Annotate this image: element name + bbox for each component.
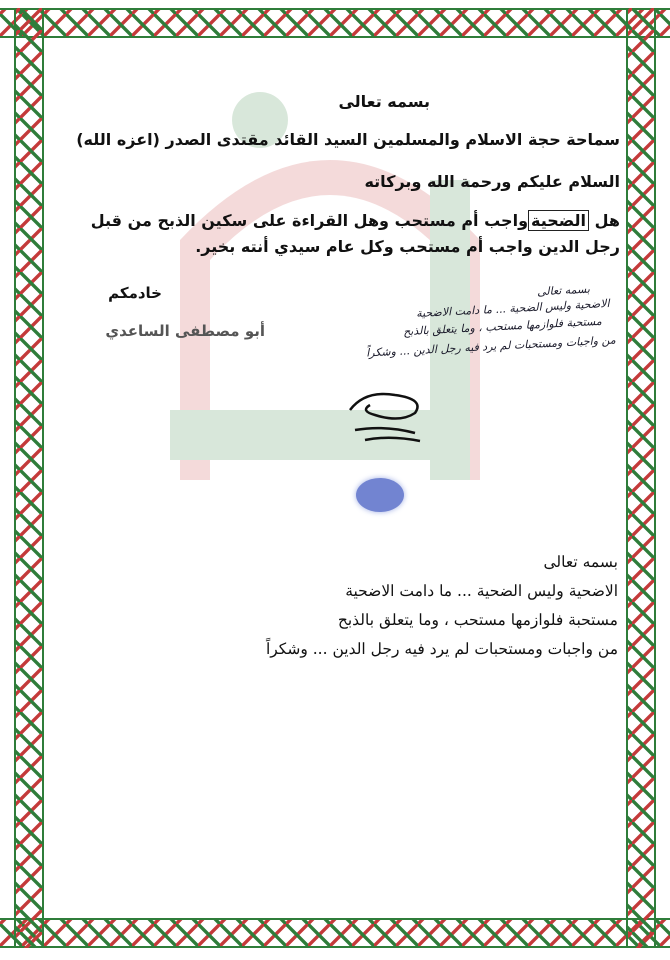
decorative-border-bottom [0, 918, 670, 948]
question-boxed-word: الضحية [528, 210, 589, 231]
decorative-border-top [0, 8, 670, 38]
decorative-border-left [14, 8, 44, 948]
handwritten-line: بسمه تعالى [536, 282, 591, 299]
letter-sender: أبو مصطفى الساعدي [105, 322, 265, 340]
typed-reply-line: مستحبة فلوازمها مستحب ، وما يتعلق بالذبح [337, 611, 618, 629]
question-prefix: هل [594, 211, 620, 230]
signature [345, 385, 435, 445]
letter-greeting: السلام عليكم ورحمة الله وبركاته [364, 172, 620, 191]
letter-question [60, 208, 620, 260]
letter-heading: بسمه تعالى [338, 92, 430, 111]
letter-signoff: خادمكم [108, 284, 162, 302]
handwritten-line: من واجبات ومستحبات لم يرد فيه رجل الدين ... وشكراً [365, 333, 617, 360]
handwritten-reply [300, 284, 620, 374]
question-rest: واجب أم مستحب وهل القراءة على سكين الذبح من قبل رجل الدين واجب أم مستحب وكل عام سيدي أنته بخير. [90, 211, 620, 256]
typed-reply-line: بسمه تعالى [543, 553, 618, 571]
typed-reply-line: الاضحية وليس الضحية ... ما دامت الاضحية [345, 582, 618, 600]
typed-reply-line: من واجبات ومستحبات لم يرد فيه رجل الدين ... وشكراً [265, 640, 618, 658]
decorative-border-right [626, 8, 656, 948]
official-stamp [356, 478, 404, 512]
handwritten-line: مستحبة فلوازمها مستحب ، وما يتعلق بالذبح [402, 314, 603, 339]
handwritten-line: الاضحية وليس الضحية ... ما دامت الاضحية [416, 296, 611, 321]
watermark-emblem [150, 60, 510, 480]
letter-addressee: سماحة حجة الاسلام والمسلمين السيد القائد مقتدى الصدر (اعزه الله) [76, 130, 620, 149]
typed-reply [60, 548, 618, 664]
